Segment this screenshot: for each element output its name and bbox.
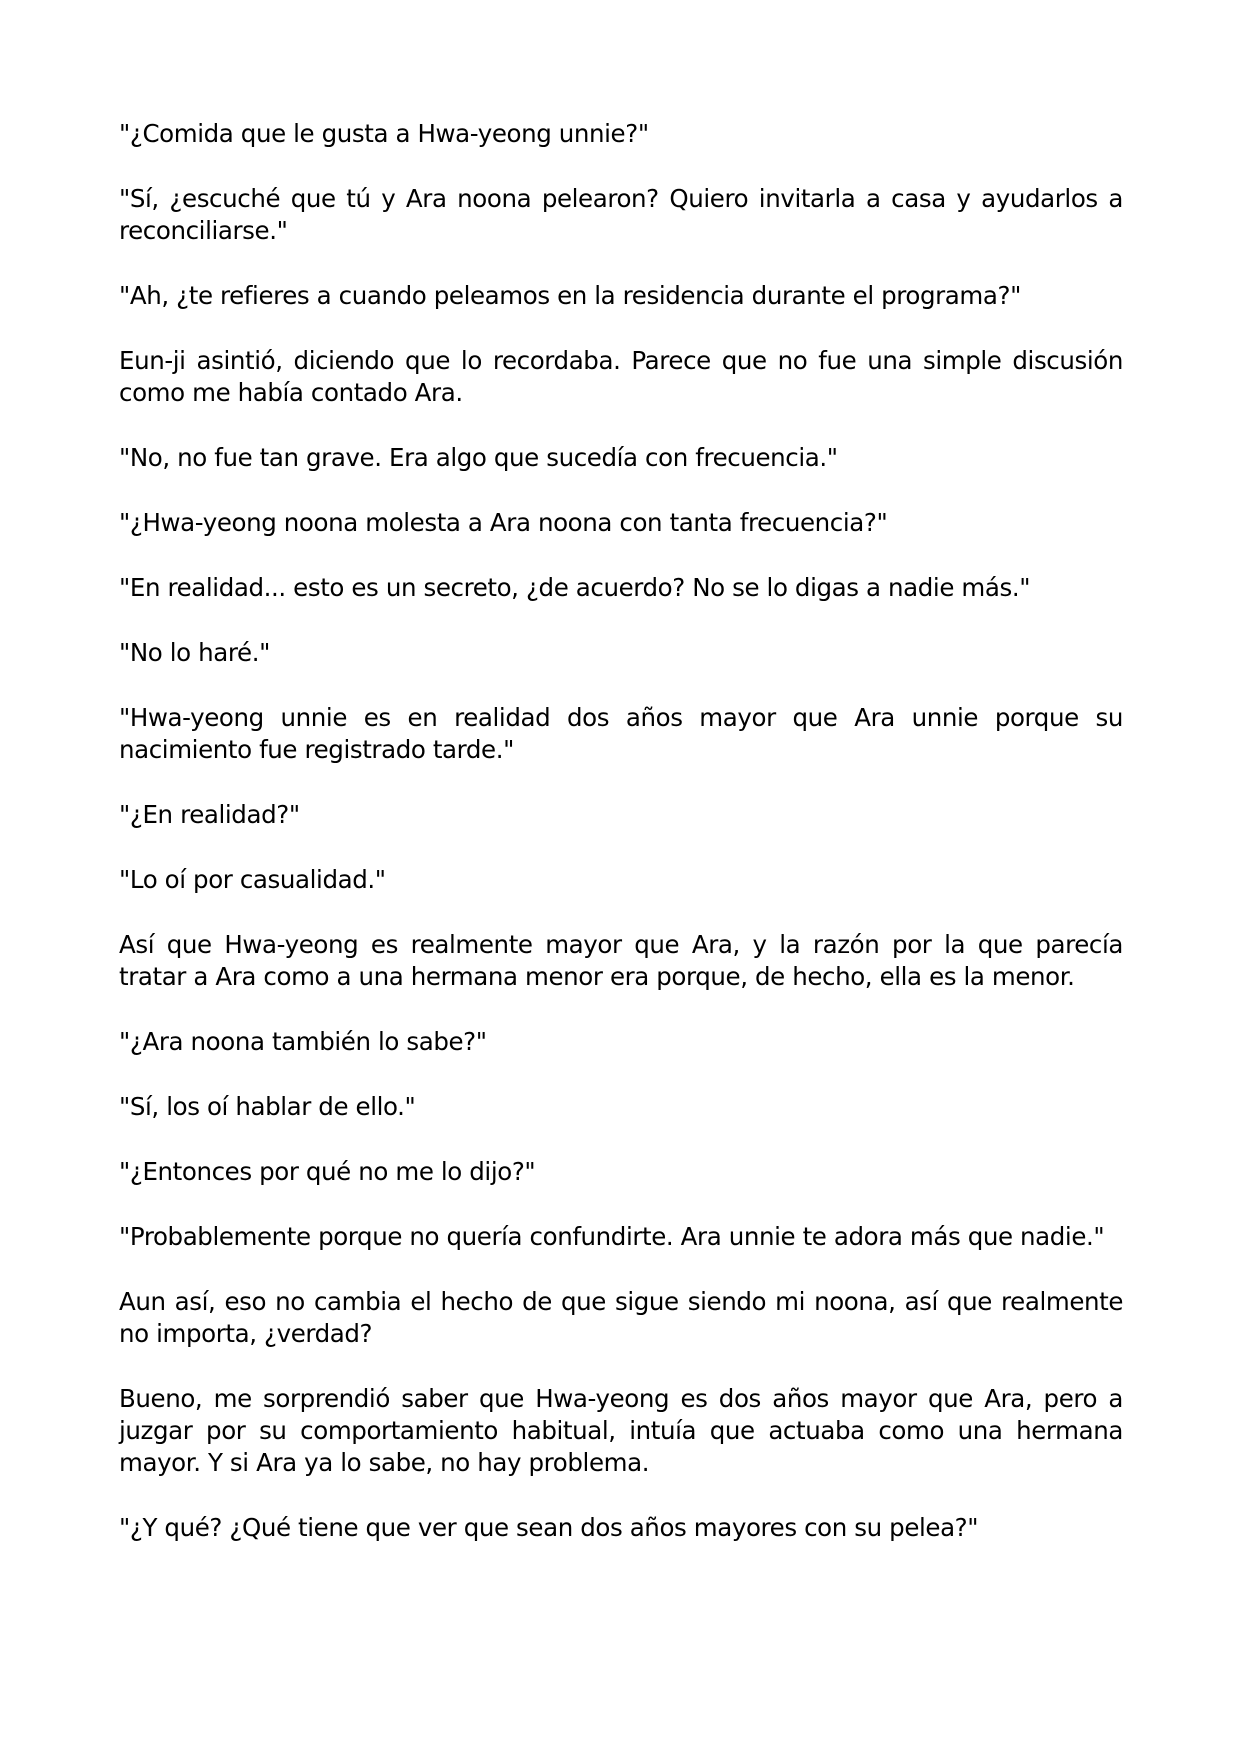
paragraph: Así que Hwa-yeong es realmente mayor que Ara, y la razón por la que parecía tratar a Ara como a una hermana menor era porque, de hecho, ella es la menor. [119,930,1123,991]
paragraph: "¿Hwa-yeong noona molesta a Ara noona con tanta frecuencia?" [119,508,888,537]
paragraph: "Probablemente porque no quería confundirte. Ara unnie te adora más que nadie." [119,1222,1105,1251]
paragraph: "Lo oí por casualidad." [119,865,386,894]
paragraph: "¿Ara noona también lo sabe?" [119,1027,487,1056]
paragraph: Bueno, me sorprendió saber que Hwa-yeong es dos años mayor que Ara, pero a juzgar por su comportamiento habitual, intuía que actuaba como una hermana mayor. Y si Ara ya lo sabe, no hay problema. [119,1384,1123,1477]
paragraph: "Ah, ¿te refieres a cuando peleamos en la residencia durante el programa?" [119,281,1021,310]
paragraph: "Hwa-yeong unnie es en realidad dos años mayor que Ara unnie porque su nacimiento fue registrado tarde." [119,703,1123,764]
paragraph: "¿En realidad?" [119,800,300,829]
paragraph: "¿Y qué? ¿Qué tiene que ver que sean dos años mayores con su pelea?" [119,1513,979,1542]
paragraph: "Sí, los oí hablar de ello." [119,1092,416,1121]
paragraph: "¿Comida que le gusta a Hwa-yeong unnie?" [119,119,649,148]
paragraph: "Sí, ¿escuché que tú y Ara noona pelearon? Quiero invitarla a casa y ayudarlos a reconciliarse." [119,184,1123,245]
document-page [119,118,1123,1577]
paragraph: "¿Entonces por qué no me lo dijo?" [119,1157,536,1186]
paragraph: "No, no fue tan grave. Era algo que sucedía con frecuencia." [119,443,838,472]
paragraph: "No lo haré." [119,638,270,667]
paragraph: Aun así, eso no cambia el hecho de que sigue siendo mi noona, así que realmente no importa, ¿verdad? [119,1287,1123,1348]
paragraph: "En realidad... esto es un secreto, ¿de acuerdo? No se lo digas a nadie más." [119,573,1031,602]
paragraph: Eun-ji asintió, diciendo que lo recordaba. Parece que no fue una simple discusión como me había contado Ara. [119,346,1123,407]
